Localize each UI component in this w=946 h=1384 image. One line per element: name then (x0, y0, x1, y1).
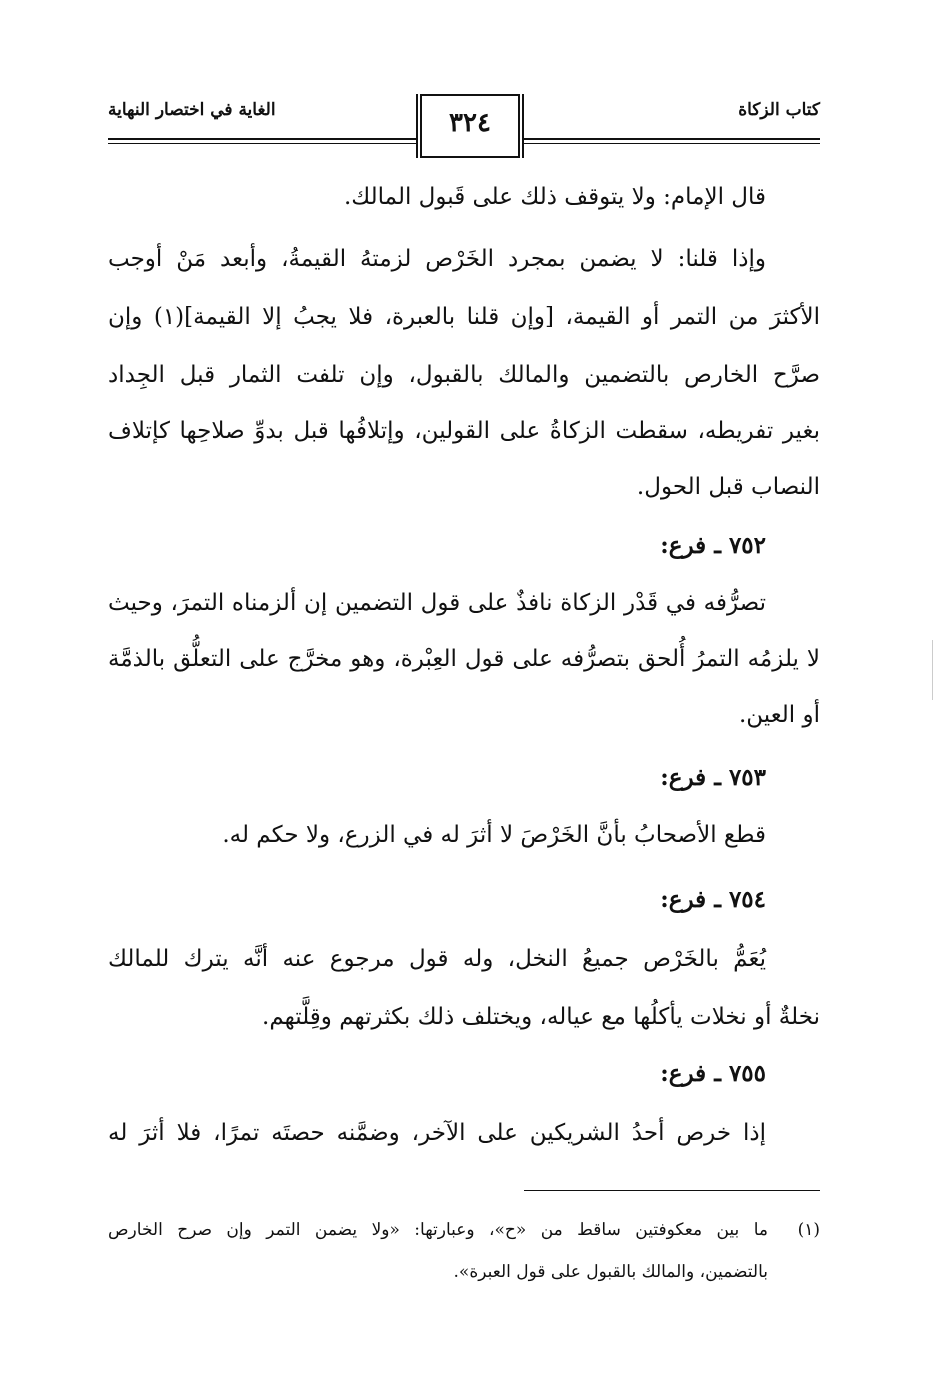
text-line: يُعَمُّ بالخَرْص جميعُ النخل، وله قول مرجوع عنه أنَّه يترك للمالك (108, 946, 766, 972)
scan-margin-mark (932, 640, 933, 700)
footnote-line: ما بين معكوفتين ساقط من «ح»، وعبارتها: «ولا يضمن التمر وإن صرح الخارص (108, 1220, 768, 1240)
text-line: لا يلزمُه التمرُ أُلحق بتصرُّفه على قول العِبْرة، وهو مخرَّج على التعلُّق بالذمَّة (108, 646, 820, 672)
text-line: أو العين. (738, 702, 820, 728)
page-number-frame (416, 94, 524, 158)
text-line: تصرُّفه في قَدْر الزكاة نافذٌ على قول التضمين إن ألزمناه التمرَ، وحيث (108, 590, 766, 616)
text-line: إذا خرص أحدُ الشريكين على الآخر، وضمَّنه حصتَه تمرًا، فلا أثرَ له (108, 1120, 766, 1146)
section-heading: ٧٥٥ ـ فرع: (660, 1060, 766, 1087)
section-heading: ٧٥٤ ـ فرع: (660, 886, 766, 913)
text-line: صرَّح الخارص بالتضمين والمالك بالقبول، وإن تلفت الثمار قبل الجِداد (108, 362, 820, 388)
text-line: نخلةٌ أو نخلات يأكلُها مع عياله، ويختلف ذلك بكثرتهم وقِلَّتهم. (262, 1004, 820, 1030)
text-line: وإذا قلنا: لا يضمن بمجرد الخَرْص لزمتهُ القيمةُ، وأبعد مَنْ أوجب (108, 246, 766, 272)
text-line: الأكثرَ من التمر أو القيمة، [وإن قلنا بالعبرة، فلا يجبُ إلا القيمة](١) وإن (108, 304, 821, 330)
footnote-number: (١) (797, 1220, 820, 1240)
book-title: الغاية في اختصار النهاية (108, 100, 276, 120)
page-number: ٣٢٤ (449, 108, 491, 138)
footnote-line: بالتضمين، والمالك بالقبول على قول العبرة». (453, 1262, 768, 1282)
text-line: بغير تفريطه، سقطت الزكاةُ على القولين، وإتلافُها قبل بدوِّ صلاحِها كإتلاف (108, 418, 820, 444)
footnote-separator (524, 1190, 820, 1191)
chapter-title: كتاب الزكاة (738, 100, 820, 120)
running-header (108, 100, 820, 160)
section-heading: ٧٥٣ ـ فرع: (660, 764, 766, 791)
text-line: النصاب قبل الحول. (636, 474, 820, 500)
text-line: قال الإمام: ولا يتوقف ذلك على قَبول المالك. (343, 184, 766, 210)
text-line: قطع الأصحابُ بأنَّ الخَرْصَ لا أثرَ له في الزرع، ولا حكم له. (222, 822, 766, 848)
section-heading: ٧٥٢ ـ فرع: (660, 532, 766, 559)
